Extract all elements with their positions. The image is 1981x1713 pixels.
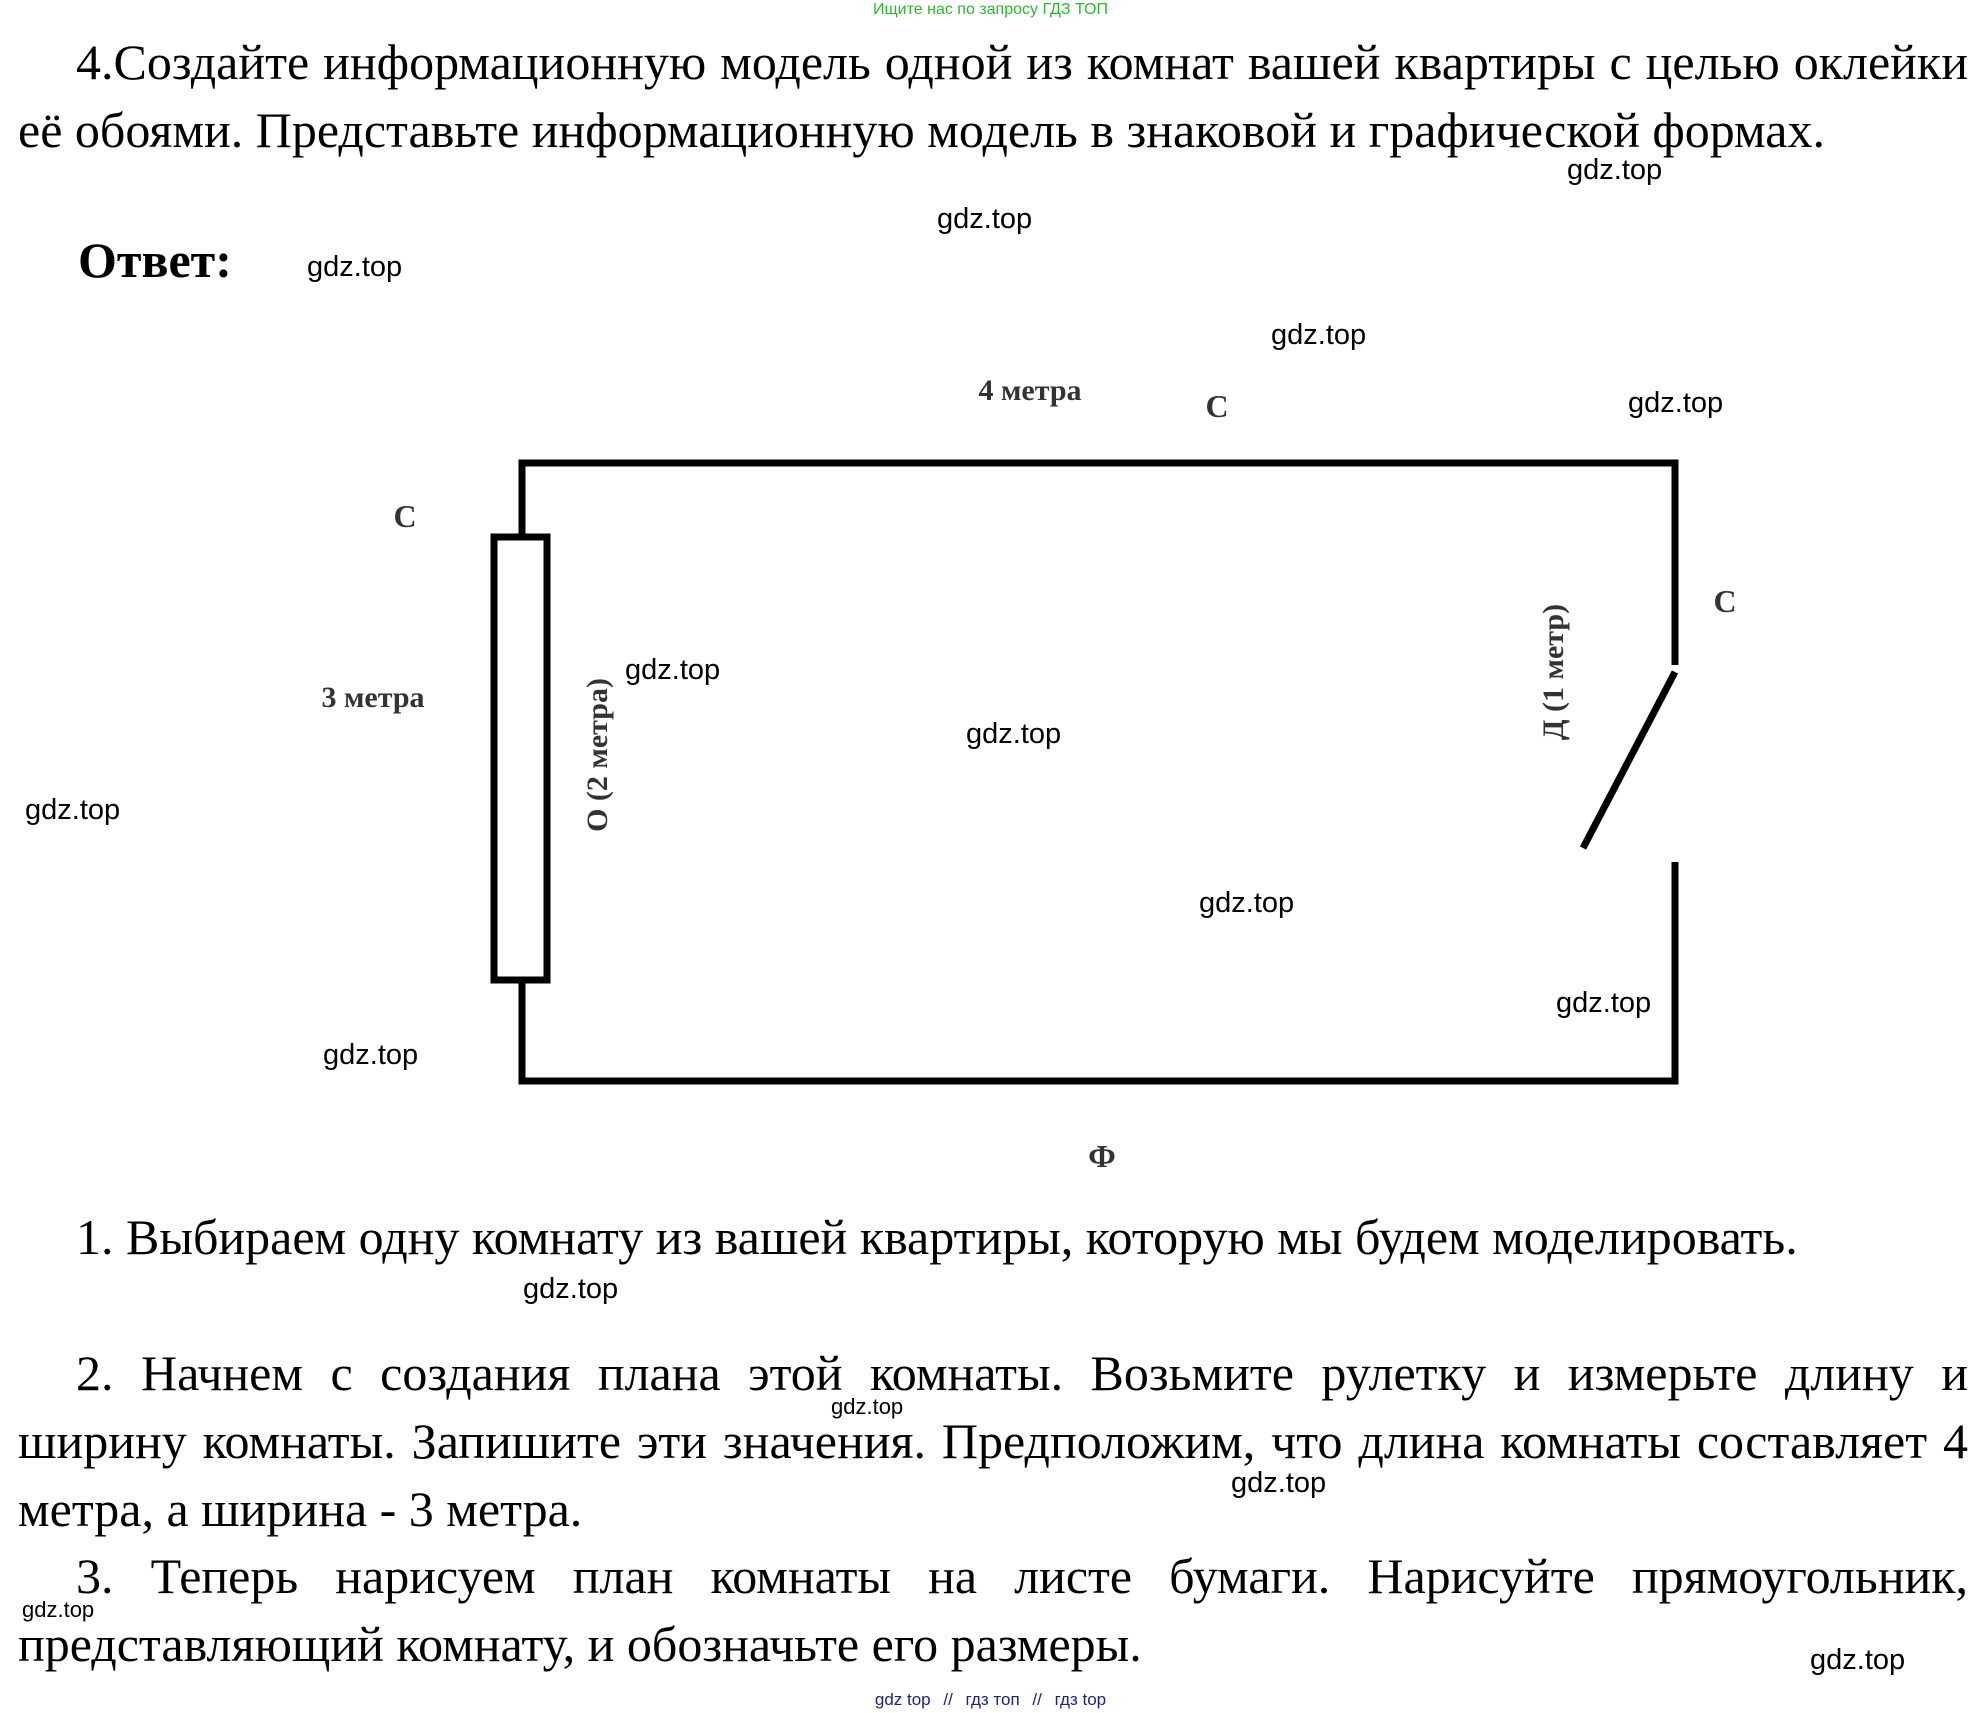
window-label: О (2 метра) (581, 678, 614, 832)
footer-separator: // (1032, 1690, 1042, 1709)
footer-link-gdz-top[interactable]: gdz top (874, 1690, 931, 1709)
right-wall-label: С (1713, 583, 1737, 619)
watermark: gdz.top (1271, 319, 1367, 351)
watermark: gdz.top (966, 718, 1062, 750)
door-label: Д (1 метр) (1537, 603, 1570, 741)
watermark: gdz.top (25, 794, 121, 826)
step-2: 2. Начнем с создания плана этой комнаты. Возьмите рулетку и измерьте длину и ширину комнаты. Запишите эти значения. Предположим, что длина комнаты составляет 4 метра, а ширина - 3 метра. (18, 1345, 1968, 1537)
watermark: gdz.top (307, 251, 403, 283)
watermark: gdz.top (323, 1039, 419, 1071)
answer-label: Ответ: (78, 232, 232, 288)
wall-outline (522, 463, 1675, 1081)
window-rect (494, 537, 547, 980)
watermark: gdz.top (625, 654, 721, 686)
watermark: gdz.top (523, 1273, 619, 1305)
footer-link-gdz-top-ru[interactable]: гдз топ (965, 1690, 1020, 1709)
watermark: gdz.top (1231, 1467, 1327, 1499)
step-3: 3. Теперь нарисуем план комнаты на листе бумаги. Нарисуйте прямоугольник, представляющий комнату, и обозначьте его размеры. (18, 1548, 1968, 1672)
bottom-wall-label: Ф (1088, 1138, 1116, 1174)
watermark: gdz.top (937, 203, 1033, 235)
task-text: 4.Создайте информационную модель одной из комнат вашей квартиры с целью оклейки её обоями. Представьте информационную модель в знаковой и графической формах. (18, 34, 1968, 158)
top-banner: Ищите нас по запросу ГДЗ ТОП (873, 1, 1108, 18)
watermark: gdz.top (1567, 154, 1663, 186)
footer-link-gdz-top-mixed[interactable]: гдз top (1054, 1690, 1107, 1709)
step-1: 1. Выбираем одну комнату из вашей квартиры, которую мы будем моделировать. (76, 1209, 1798, 1265)
watermark: gdz.top (1810, 1644, 1906, 1676)
left-wall-label: С (393, 498, 417, 534)
footer-links (0, 1690, 1981, 1710)
footer-separator: // (943, 1690, 953, 1709)
door-leaf (1583, 672, 1675, 848)
watermark: gdz.top (22, 1597, 95, 1622)
top-wall-label: С (1205, 388, 1229, 424)
watermark: gdz.top (1628, 387, 1724, 419)
room-walls (494, 463, 1675, 1081)
length-label: 4 метра (978, 374, 1082, 407)
watermark: gdz.top (1199, 887, 1295, 919)
watermark: gdz.top (1556, 987, 1652, 1019)
width-label: 3 метра (321, 681, 425, 714)
watermark: gdz.top (831, 1394, 904, 1419)
